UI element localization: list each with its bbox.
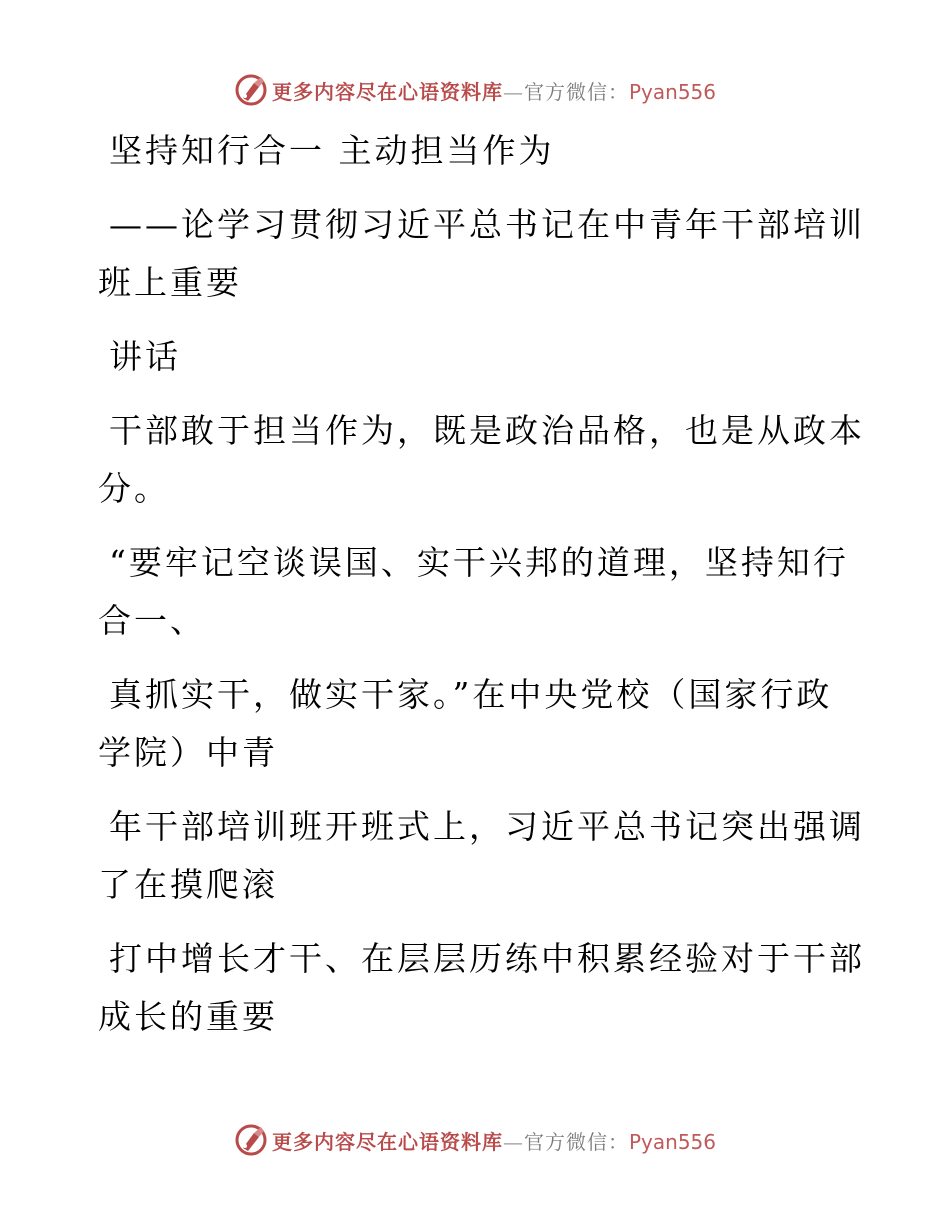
paragraph-4-line2: 了在摸爬滚 bbox=[98, 865, 278, 904]
document-subtitle-line1: ——论学习贯彻习近平总书记在中青年干部培训 bbox=[109, 205, 865, 244]
paragraph-5-line2: 成长的重要 bbox=[98, 997, 278, 1036]
footer-wechat-label: 官方微信： bbox=[523, 1129, 629, 1154]
footer-site-text: 更多内容尽在心语资料库 bbox=[271, 1129, 503, 1154]
footer-banner-text bbox=[272, 1126, 716, 1155]
header-wechat-id: Pyan556 bbox=[628, 79, 716, 104]
header-banner-text bbox=[272, 76, 716, 105]
footer-dash: — bbox=[502, 1129, 524, 1154]
paragraph-3-line1: 真抓实干，做实干家。”在中央党校（国家行政 bbox=[109, 675, 833, 714]
paragraph-1-line1: 干部敢于担当作为，既是政治品格，也是从政本 bbox=[109, 411, 865, 450]
pen-nib-logo-icon bbox=[234, 1123, 268, 1157]
header-dash: — bbox=[502, 79, 524, 104]
footer-wechat-id: Pyan556 bbox=[628, 1129, 716, 1154]
paragraph-2-line1: “要牢记空谈误国、实干兴邦的道理，坚持知行 bbox=[109, 543, 849, 582]
header-banner bbox=[0, 70, 950, 110]
header-wechat-label: 官方微信： bbox=[523, 79, 629, 104]
paragraph-4-line1: 年干部培训班开班式上，习近平总书记突出强调 bbox=[109, 807, 865, 846]
document-subtitle-line3: 讲话 bbox=[109, 337, 181, 376]
paragraph-1-line2: 分。 bbox=[98, 469, 170, 508]
paragraph-2-line2: 合一、 bbox=[98, 601, 206, 640]
paragraph-5-line1: 打中增长才干、在层层历练中积累经验对于干部 bbox=[109, 939, 865, 978]
document-body bbox=[98, 122, 865, 1046]
document-title: 坚持知行合一 主动担当作为 bbox=[109, 131, 555, 170]
document-subtitle-line2: 班上重要 bbox=[98, 263, 242, 302]
header-site-text: 更多内容尽在心语资料库 bbox=[271, 79, 503, 104]
footer-banner bbox=[0, 1120, 950, 1160]
paragraph-3-line2: 学院）中青 bbox=[98, 733, 278, 772]
pen-nib-logo-icon bbox=[234, 73, 268, 107]
